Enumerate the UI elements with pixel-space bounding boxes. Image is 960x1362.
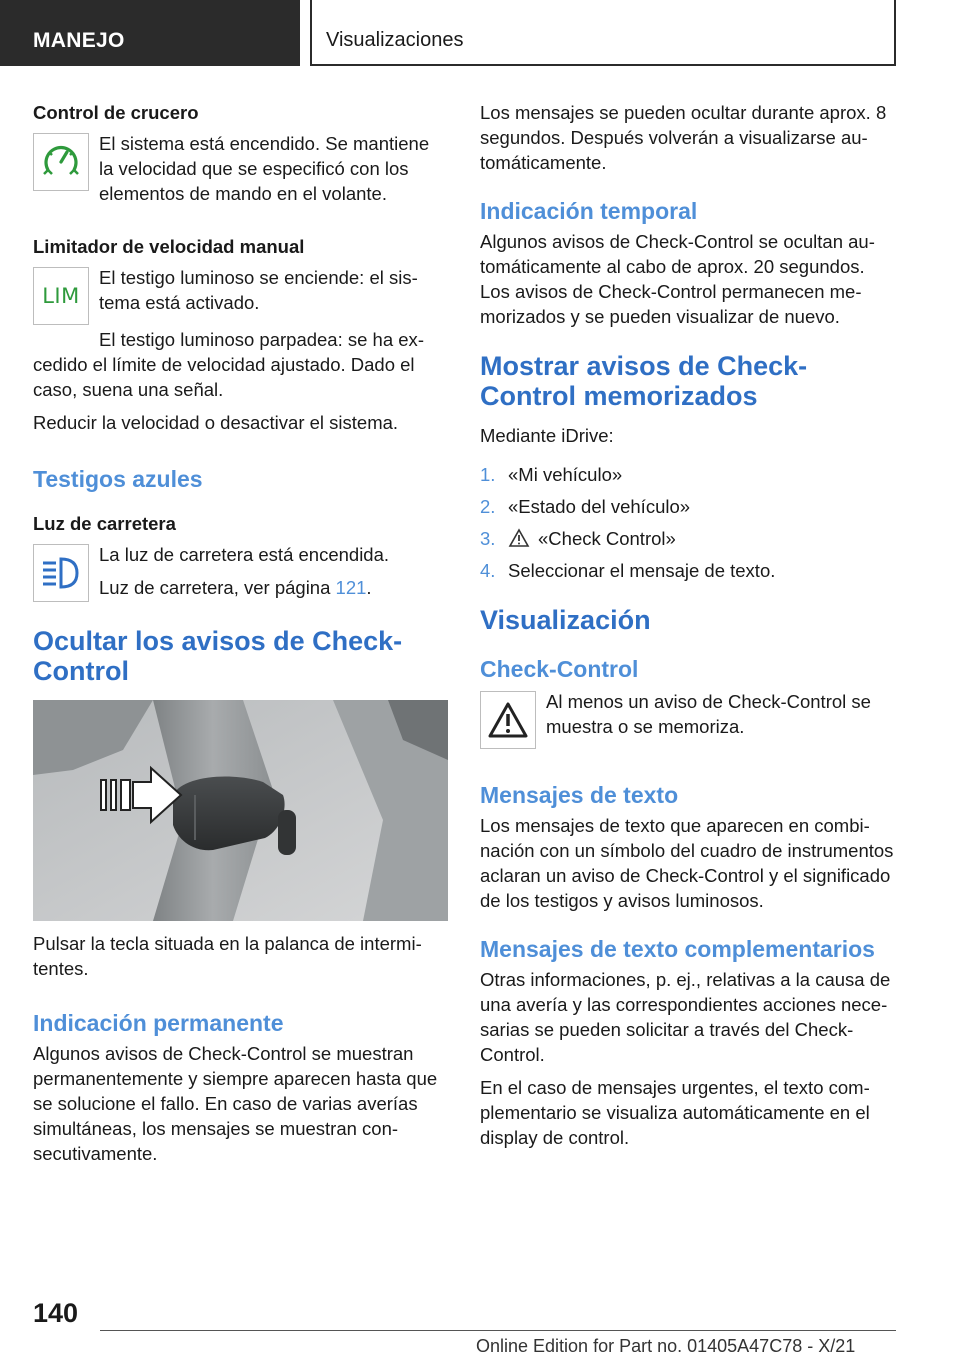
hide-duration-text: Los mensajes se pueden ocultar durante aprox. 8 segundos. Después volverán a visualizarse automáticamente. [480, 102, 887, 173]
check-control-text: Al menos un aviso de Check-Control se muestra o se memoriza. [546, 691, 871, 737]
complementary-messages-heading: Mensajes de texto complementarios [480, 936, 875, 962]
check-control-heading: Check-Control [480, 656, 639, 682]
complementary-text-2: En el caso de mensajes urgentes, el texto complementario se visualiza automáticamente en el display de control. [480, 1077, 870, 1148]
warning-triangle-icon-large [480, 691, 536, 749]
limiter-text-flash: El testigo luminoso parpadea: se ha excedido el límite de velocidad ajustado. Dado el caso, suena una señal. [33, 329, 424, 400]
chapter-tab: Visualizaciones [310, 0, 896, 66]
right-column [480, 100, 895, 1158]
idrive-text: Mediante iDrive: [480, 425, 614, 446]
show-stored-heading: Mostrar avisos de Check-Control memorizados [480, 351, 808, 411]
speed-limiter-title: Limitador de velocidad manual [33, 236, 305, 257]
text-messages-text: Los mensajes de texto que aparecen en combinación con un símbolo del cuadro de instrumentos aclaran un aviso de Check-Control y el significado de los testigos y avisos luminosos. [480, 815, 894, 911]
high-beam-title: Luz de carretera [33, 513, 176, 534]
high-beam-text [99, 542, 448, 600]
hide-checkcontrol-heading: Ocultar los avisos de Check-Control [33, 626, 403, 686]
blue-lights-heading: Testigos azules [33, 466, 203, 492]
press-lever-text: Pulsar la tecla situada en la palanca de intermitentes. [33, 933, 422, 979]
section-tab: MANEJO [0, 0, 300, 66]
step-item: 2. «Estado del vehículo» [480, 496, 691, 517]
check-control-block [480, 689, 895, 749]
page-header [0, 0, 960, 66]
idrive-steps [480, 462, 895, 583]
page-link-121[interactable]: 121 [335, 577, 367, 598]
limiter-text-reduce: Reducir la velocidad o desactivar el sistema. [33, 412, 399, 433]
step-item: 3. «Check Control» [480, 528, 676, 549]
temporary-indication-heading: Indicación temporal [480, 198, 698, 224]
limiter-text-on: El testigo luminoso se enciende: el sistema está activado. [99, 267, 418, 313]
high-beam-ref: Luz de carretera, ver página 121. [99, 577, 372, 598]
temporary-indication-text: Algunos avisos de Check-Control se ocultan automáticamente al cabo de aprox. 20 segundos. Los avisos de Check-Control permanecen memorizados y se pueden visualizar de nuevo. [480, 231, 875, 327]
high-beam-block [33, 542, 448, 602]
permanent-indication-heading: Indicación permanente [33, 1010, 284, 1036]
turn-signal-lever-image [33, 700, 448, 921]
page-number: 140 [33, 1298, 79, 1328]
step-item: 4. Seleccionar el mensaje de texto. [480, 560, 776, 581]
cruise-control-text: El sistema está encendido. Se mantiene la velocidad que se especificó con los elementos de mando en el volante. [99, 133, 430, 204]
text-messages-heading: Mensajes de texto [480, 782, 679, 808]
footer-divider [100, 1330, 896, 1331]
lim-icon: LIM [33, 267, 89, 325]
complementary-text-1: Otras informaciones, p. ej., relativas a la causa de una avería y las correspondientes acciones necesarias se pueden solicitar a través del Check-Control. [480, 969, 891, 1065]
speed-limiter-block [33, 265, 448, 325]
cruise-control-title: Control de crucero [33, 102, 199, 123]
cruise-control-icon [33, 133, 89, 191]
footer-edition: Online Edition for Part no. 01405A47C78 - X/21 [476, 1336, 856, 1356]
high-beam-icon [33, 544, 89, 602]
warning-triangle-icon [508, 526, 534, 551]
left-column [33, 100, 448, 1174]
step-item: 1. «Mi vehículo» [480, 464, 623, 485]
permanent-indication-text: Algunos avisos de Check-Control se muestran permanentemente y siempre aparecen hasta que se solucione el fallo. En caso de varias averías simultáneas, los mensajes se muestran consecutivamente. [33, 1043, 438, 1164]
high-beam-on-text: La luz de carretera está encendida. [99, 544, 390, 565]
display-heading: Visualización [480, 605, 651, 635]
cruise-control-block [33, 131, 448, 206]
